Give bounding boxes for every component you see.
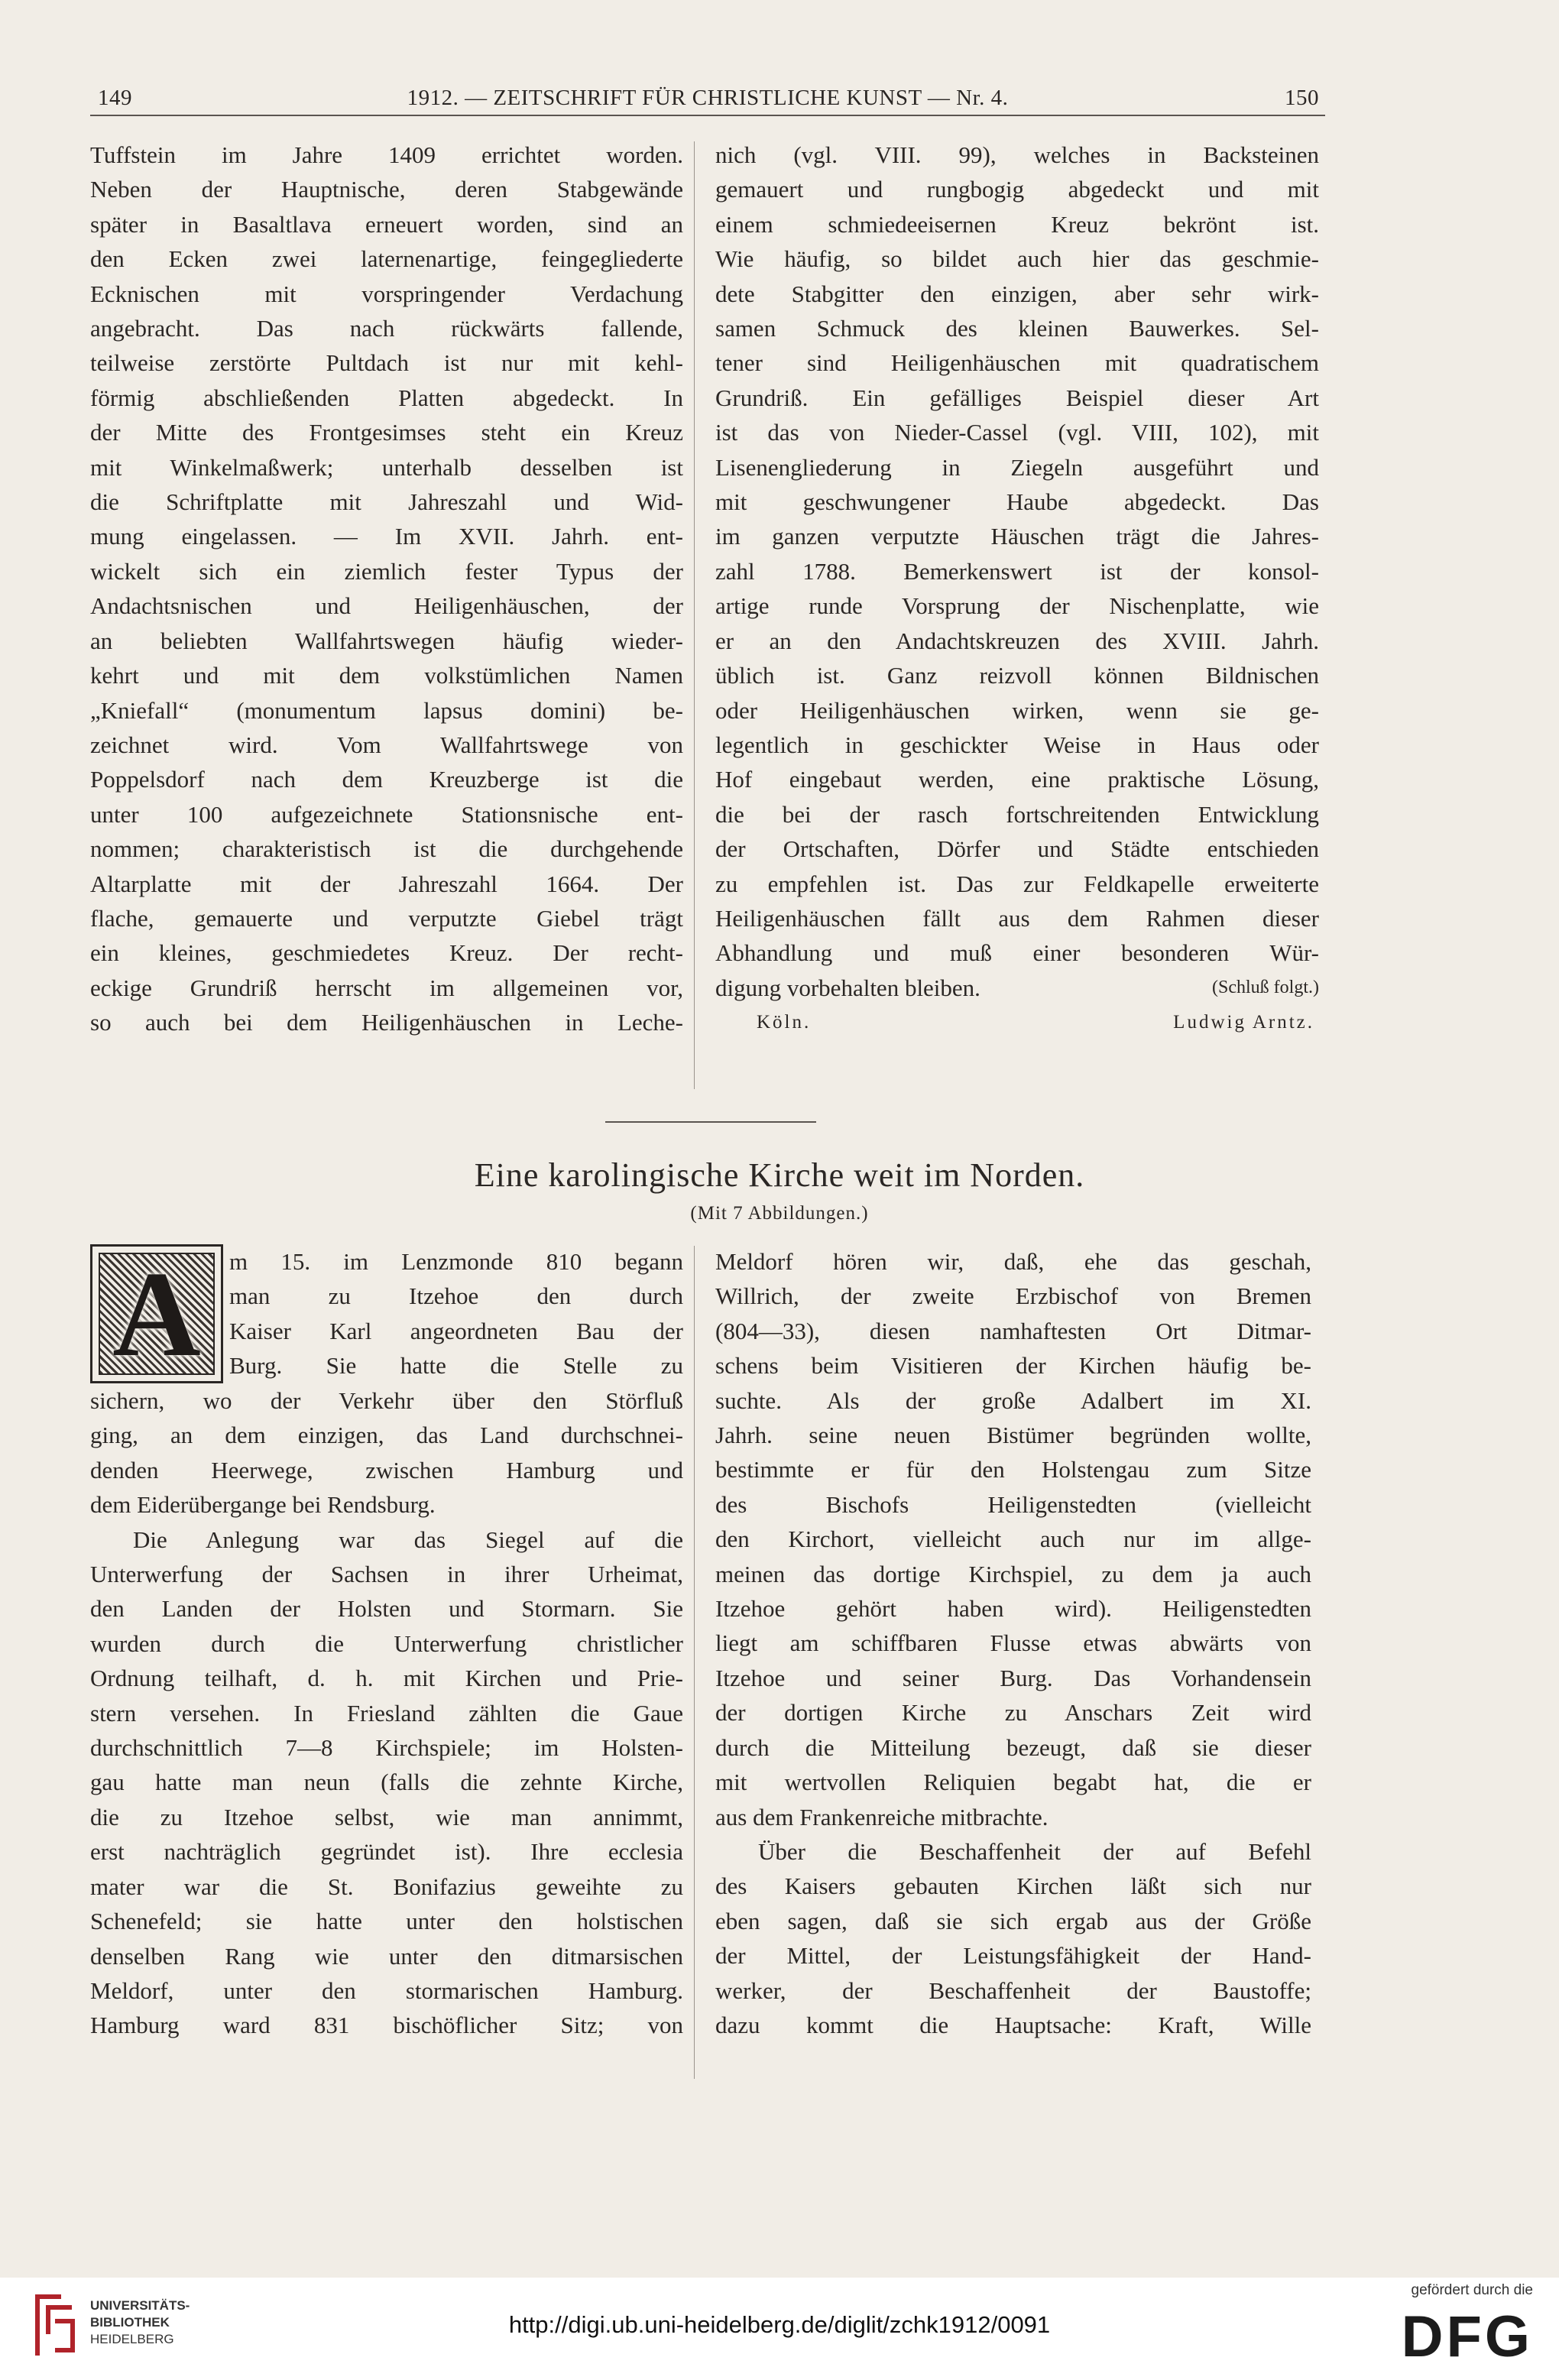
text-line: der Mittel, der Leistungsfähigkeit der Hand- xyxy=(715,1942,1311,1970)
column-divider xyxy=(694,141,695,1089)
text-line: ging, an dem einzigen, das Land durchschnei- xyxy=(90,1422,683,1449)
text-line: Tuffstein im Jahre 1409 errichtet worden. xyxy=(90,141,683,168)
text-line: aus dem Frankenreiche mitbrachte. xyxy=(715,1803,1049,1830)
article-column-divider xyxy=(694,1246,695,2079)
text-line: Poppelsdorf nach dem Kreuzberge ist die xyxy=(90,766,683,793)
article-title: Eine karolingische Kirche weit im Norden. xyxy=(474,1156,1085,1194)
text-line: sichern, wo der Verkehr über den Störfluß xyxy=(90,1387,683,1414)
page-number-right: 150 xyxy=(1285,86,1319,110)
text-line: durch die Mitteilung bezeugt, daß sie dieser xyxy=(715,1733,1311,1761)
library-name-line: BIBLIOTHEK xyxy=(90,2315,170,2330)
text-line: Burg. Sie hatte die Stelle zu xyxy=(229,1352,683,1380)
text-line: eckige Grundriß herrscht im allgemeinen vor, xyxy=(90,974,683,1001)
text-line: werker, der Beschaffenheit der Baustoffe; xyxy=(715,1976,1311,2004)
text-line: eben sagen, daß sie sich ergab aus der Größe xyxy=(715,1907,1311,1934)
text-line: denselben Rang wie unter den ditmarsischen xyxy=(90,1942,683,1970)
article-right-column xyxy=(715,1244,1311,2042)
text-line: (804—33), diesen namhaftesten Ort Ditmar- xyxy=(715,1317,1311,1344)
text-line: üblich ist. Ganz reizvoll können Bildnischen xyxy=(715,662,1319,689)
text-line: schens beim Visitieren der Kirchen häufig be- xyxy=(715,1352,1311,1380)
running-head xyxy=(90,76,1325,115)
text-line: die bei der rasch fortschreitenden Entwicklung xyxy=(715,800,1319,828)
text-line: unter 100 aufgezeichnete Stationsnische ent- xyxy=(90,800,683,828)
article-left-opening xyxy=(229,1244,683,1383)
text-line: Lisenengliederung in Ziegeln ausgeführt und xyxy=(715,453,1319,481)
text-line: der Ortschaften, Dörfer und Städte entschieden xyxy=(715,835,1319,863)
text-line: Ecknischen mit vorspringender Verdachung xyxy=(90,280,683,307)
text-line: Wie häufig, so bildet auch hier das geschmie- xyxy=(715,245,1319,273)
text-line: legentlich in geschickter Weise in Haus oder xyxy=(715,731,1319,758)
text-line: teilweise zerstörte Pultdach ist nur mit kehl- xyxy=(90,349,683,377)
funding-caption: gefördert durch die xyxy=(1411,2282,1533,2298)
source-url-link[interactable]: http://digi.ub.uni-heidelberg.de/diglit/zchk1912/0091 xyxy=(508,2311,1051,2338)
to-be-continued-note: (Schluß folgt.) xyxy=(1212,977,1319,997)
upper-right-column xyxy=(715,138,1319,1039)
text-line: den Landen der Holsten und Stormarn. Sie xyxy=(90,1595,683,1623)
signature-place: Köln. xyxy=(757,1012,812,1033)
text-line: oder Heiligenhäuschen wirken, wenn sie ge- xyxy=(715,696,1319,724)
text-line: mater war die St. Bonifazius geweihte zu xyxy=(90,1873,683,1900)
text-line: Über die Beschaffenheit der auf Befehl xyxy=(758,1837,1311,1865)
text-line: der Mitte des Frontgesimses steht ein Kreuz xyxy=(90,419,683,446)
text-line: mit wertvollen Reliquien begabt hat, die er xyxy=(715,1769,1311,1796)
text-line: Meldorf hören wir, daß, ehe das geschah, xyxy=(715,1248,1311,1275)
text-line: bestimmte er für den Holstengau zum Sitze xyxy=(715,1456,1311,1483)
journal-title: 1912. — ZEITSCHRIFT FÜR CHRISTLICHE KUNST — Nr. 4. xyxy=(407,86,1009,110)
initial-letter: A xyxy=(112,1245,201,1382)
decorated-initial xyxy=(90,1244,223,1383)
text-line: Grundriß. Ein gefälliges Beispiel dieser Art xyxy=(715,384,1319,411)
text-line: Itzehoe gehört haben wird). Heiligenstedten xyxy=(715,1595,1311,1623)
text-line: Jahrh. seine neuen Bistümer begründen wollte, xyxy=(715,1422,1311,1449)
text-line: zu empfehlen ist. Das zur Feldkapelle erweiterte xyxy=(715,870,1319,897)
text-line: Andachtsnischen und Heiligenhäuschen, der xyxy=(90,592,683,620)
text-line: Hamburg ward 831 bischöflicher Sitz; von xyxy=(90,2012,683,2039)
text-line: dete Stabgitter den einzigen, aber sehr wirk- xyxy=(715,280,1319,307)
upper-left-column xyxy=(90,138,683,1040)
text-line: nich (vgl. VIII. 99), welches in Backsteinen xyxy=(715,141,1319,168)
text-line: einem schmiedeeisernen Kreuz bekrönt ist. xyxy=(715,210,1319,238)
dfg-logo: DFG xyxy=(1401,2304,1533,2369)
text-line: denden Heerwege, zwischen Hamburg und xyxy=(90,1456,683,1483)
text-line: stern versehen. In Friesland zählten die Gaue xyxy=(90,1699,683,1727)
text-line: Hof eingebaut werden, eine praktische Lösung, xyxy=(715,766,1319,793)
text-line: er an den Andachtskreuzen des XVIII. Jahrh. xyxy=(715,627,1319,654)
library-name-line: HEIDELBERG xyxy=(90,2332,174,2346)
header-rule xyxy=(90,115,1325,116)
text-line: mung eingelassen. — Im XVII. Jahrh. ent- xyxy=(90,523,683,550)
text-line: zahl 1788. Bemerkenswert ist der konsol- xyxy=(715,557,1319,585)
text-line: Schenefeld; sie hatte unter den holstischen xyxy=(90,1908,683,1935)
text-line: an beliebten Wallfahrtswegen häufig wieder- xyxy=(90,627,683,654)
text-line: Heiligenhäuschen fällt aus dem Rahmen dieser xyxy=(715,904,1319,932)
text-line: im ganzen verputzte Häuschen trägt die Jahres- xyxy=(715,523,1319,550)
text-line: den Ecken zwei laternenartige, feingegliederte xyxy=(90,245,683,273)
page-number-left: 149 xyxy=(98,86,132,110)
signature-author: Ludwig Arntz. xyxy=(1173,1012,1314,1033)
text-line: Abhandlung und muß einer besonderen Wür- xyxy=(715,939,1319,967)
text-line: kehrt und mit dem volkstümlichen Namen xyxy=(90,662,683,689)
text-line: Itzehoe und seiner Burg. Das Vorhandensein xyxy=(715,1664,1311,1691)
text-line: samen Schmuck des kleinen Bauwerkes. Sel- xyxy=(715,315,1319,342)
library-name-line: UNIVERSITÄTS- xyxy=(90,2298,190,2313)
text-line: Neben der Hauptnische, deren Stabgewände xyxy=(90,176,683,203)
text-line: Ordnung teilhaft, d. h. mit Kirchen und Prie- xyxy=(90,1665,683,1692)
text-line: tener sind Heiligenhäuschen mit quadratischem xyxy=(715,349,1319,377)
text-line: gau hatte man neun (falls die zehnte Kirche, xyxy=(90,1769,683,1796)
text-line: „Kniefall“ (monumentum lapsus domini) be- xyxy=(90,696,683,724)
signature-line xyxy=(715,1005,1319,1039)
text-line: liegt am schiffbaren Flusse etwas abwärts von xyxy=(715,1629,1311,1657)
text-line: die zu Itzehoe selbst, wie man annimmt, xyxy=(90,1803,683,1830)
text-line: Altarplatte mit der Jahreszahl 1664. Der xyxy=(90,870,683,897)
text-line: des Kaisers gebauten Kirchen läßt sich nur xyxy=(715,1873,1311,1900)
text-line: später in Basaltlava erneuert worden, sind an xyxy=(90,210,683,238)
text-line: wurden durch die Unterwerfung christlicher xyxy=(90,1629,683,1657)
text-line: Kaiser Karl angeordneten Bau der xyxy=(229,1317,683,1344)
text-line: der dortigen Kirche zu Anschars Zeit wird xyxy=(715,1699,1311,1727)
text-line: man zu Itzehoe den durch xyxy=(229,1282,683,1310)
text-line: dem Eiderübergange bei Rendsburg. xyxy=(90,1491,436,1519)
text-line: förmig abschließenden Platten abgedeckt. In xyxy=(90,384,683,411)
text-line: angebracht. Das nach rückwärts fallende, xyxy=(90,315,683,342)
text-line: flache, gemauerte und verputzte Giebel trägt xyxy=(90,904,683,932)
text-line: Unterwerfung der Sachsen in ihrer Urheimat, xyxy=(90,1561,683,1588)
text-line: Meldorf, unter den stormarischen Hamburg. xyxy=(90,1976,683,2004)
text-line: erst nachträglich gegründet ist). Ihre ecclesia xyxy=(90,1838,683,1866)
text-line: dazu kommt die Hauptsache: Kraft, Wille xyxy=(715,2011,1311,2038)
text-line: artige runde Vorsprung der Nischenplatte, wie xyxy=(715,592,1319,620)
article-left-column xyxy=(90,1383,683,2043)
text-line: mit geschwungener Haube abgedeckt. Das xyxy=(715,488,1319,516)
text-line: wickelt sich ein ziemlich fester Typus der xyxy=(90,557,683,585)
text-line: des Bischofs Heiligenstedten (vielleicht xyxy=(715,1490,1311,1518)
text-line: den Kirchort, vielleicht auch nur im allge- xyxy=(715,1526,1311,1553)
text-line: ist das von Nieder-Cassel (vgl. VIII, 102), mit xyxy=(715,419,1319,446)
article-subtitle: (Mit 7 Abbildungen.) xyxy=(690,1203,869,1224)
text-line: mit Winkelmaßwerk; unterhalb desselben ist xyxy=(90,453,683,481)
text-line: zeichnet wird. Vom Wallfahrtswege von xyxy=(90,731,683,758)
text-line: durchschnittlich 7—8 Kirchspiele; im Holsten- xyxy=(90,1734,683,1762)
text-line: gemauert und rungbogig abgedeckt und mit xyxy=(715,176,1319,203)
final-line xyxy=(715,971,1319,1005)
section-separator xyxy=(605,1121,816,1123)
text-line: suchte. Als der große Adalbert im XI. xyxy=(715,1386,1311,1414)
text-line: Die Anlegung war das Siegel auf die xyxy=(133,1526,683,1553)
text-line: nommen; charakteristisch ist die durchgehende xyxy=(90,835,683,863)
final-line-text: digung vorbehalten bleiben. xyxy=(715,974,980,1001)
text-line: ein kleines, geschmiedetes Kreuz. Der recht- xyxy=(90,939,683,967)
text-line: die Schriftplatte mit Jahreszahl und Wid- xyxy=(90,488,683,516)
text-line: meinen das dortige Kirchspiel, zu dem ja auch xyxy=(715,1560,1311,1587)
text-line: so auch bei dem Heiligenhäuschen in Leche- xyxy=(90,1009,683,1036)
text-line: Willrich, der zweite Erzbischof von Bremen xyxy=(715,1282,1311,1310)
text-line: m 15. im Lenzmonde 810 begann xyxy=(229,1248,683,1275)
